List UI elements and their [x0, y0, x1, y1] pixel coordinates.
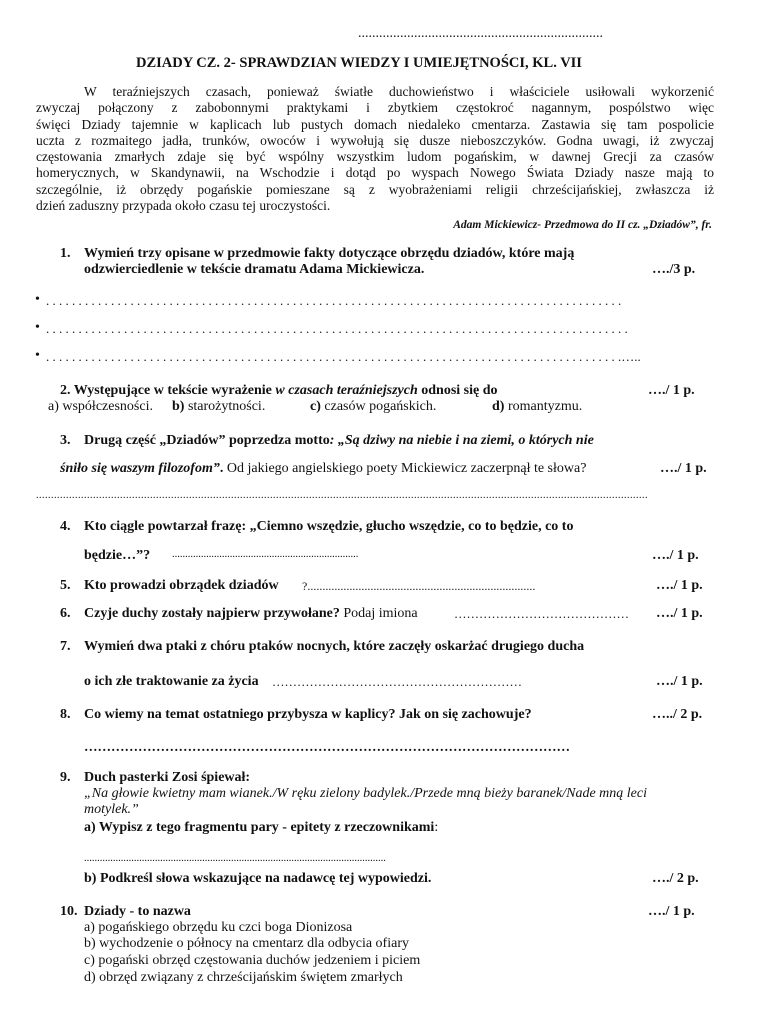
q8-text: Co wiemy na temat ostatniego przybysza w kaplicy? Jak on się zachowuje? — [84, 707, 532, 722]
q3-motto: : „Są dziwy na niebie i na ziemi, o których nie — [329, 433, 594, 448]
intro-line: uczta z rozmaitego jadła, trunków, owoców i wywołują się dusze nieboszczyków. Godna uwagi, iż zwyczaj — [36, 132, 714, 148]
q6-points: …./ 1 p. — [656, 606, 703, 621]
q6-answer-line[interactable]: …………………………………… — [454, 607, 629, 621]
intro-line: W teraźniejszych czasach, ponieważ światłe duchowieństwo i właściciele usiłowali wykorzenić — [84, 84, 714, 99]
q3-answer-line[interactable]: ............................................................................................................................................................................................................ — [36, 490, 648, 501]
q6-instruction: Podaj imiona — [339, 606, 418, 621]
q1-answer-line-1[interactable]: . . . . . . . . . . . . . . . . . . . . . . . . . . . . . . . . . . . . . . . . . . . . . . . . . . . . . . . . . . . . . . . . . . . . . . . . . . . . . . . . . . . . . . . . . — [46, 293, 622, 308]
q7-number: 7. — [60, 639, 71, 654]
q2-option-d-label: d) — [492, 399, 505, 414]
q2-phrase: w czasach teraźniejszych — [275, 383, 418, 398]
q2-line — [60, 383, 498, 399]
q2-option-c[interactable] — [310, 399, 436, 415]
q5-answer-line[interactable]: ?............................................................................ — [302, 579, 536, 593]
intro-line: szczególnie, iż obrzędy pogańskie pomieszane są z wyobrażeniami religii chrześcijańskiej, zwłaszcza iż — [36, 181, 714, 197]
intro-line: częstowania zmarłych zdaje się być wspólny wszystkim ludom pogańskim, w dawnej Grecji za czasów — [36, 149, 714, 165]
q2-option-c-label: c) — [310, 399, 321, 414]
q1-answer-line-2[interactable]: . . . . . . . . . . . . . . . . . . . . . . . . . . . . . . . . . . . . . . . . . . . . . . . . . . . . . . . . . . . . . . . . . . . . . . . . . . . . . . . . . . . . . . . . . . — [46, 321, 628, 336]
q2-option-b-text: starożytności. — [184, 399, 266, 414]
q9-quote-line2: motylek.” — [84, 802, 139, 817]
q10-option-b[interactable]: b) wychodzenie o północy na cmentarz dla odbycia ofiary — [84, 936, 409, 951]
q9-part-a — [84, 820, 438, 836]
q2-option-b[interactable] — [172, 399, 265, 415]
q4-number: 4. — [60, 519, 71, 534]
q10-text: Dziady - to nazwa — [84, 904, 191, 919]
q8-points: …../ 2 p. — [652, 707, 703, 722]
intro-line: homerycznych, w Skandynawii, na Wschodzie i dotąd po wyspach Nowego Świata Dziady nasze mają to — [36, 165, 714, 181]
q10-number: 10. — [60, 904, 78, 919]
q2-option-d[interactable] — [492, 399, 582, 415]
q3-points: …./ 1 p. — [660, 461, 707, 476]
q9-answer-line[interactable]: ................................................................................................................... — [84, 853, 386, 864]
q9-text: Duch pasterki Zosi śpiewał: — [84, 770, 251, 785]
q4-answer-line[interactable]: ....................................................................... — [172, 549, 359, 560]
q10-option-c[interactable]: c) pogański obrzęd częstowania duchów jedzeniem i piciem — [84, 953, 421, 968]
q6-number: 6. — [60, 606, 71, 621]
q7-text-line1: Wymień dwa ptaki z chóru ptaków nocnych, które zaczęły oskarżać drugiego ducha — [84, 639, 585, 654]
q4-points: …./ 1 p. — [652, 548, 699, 563]
q4-text-line1: Kto ciągle powtarzał frazę: „Ciemno wszędzie, głucho wszędzie, co to będzie, co to — [84, 519, 574, 534]
q3-text: Drugą część „Dziadów” poprzedza motto — [84, 433, 330, 448]
q5-points: …./ 1 p. — [656, 578, 703, 593]
q2-option-b-label: b) — [172, 399, 185, 414]
bullet-icon: • — [35, 292, 40, 307]
q9-number: 9. — [60, 770, 71, 785]
q6-question: Czyje duchy zostały najpierw przywołane? — [84, 606, 340, 621]
q1-answer-line-3[interactable]: . . . . . . . . . . . . . . . . . . . . . . . . . . . . . . . . . . . . . . . . . . . . . . . . . . . . . . . . . . . . . . . . . . . . . . . . . . . . . . . . . . . . . . . . .….. — [46, 349, 641, 364]
q9-part-a-colon: : — [434, 820, 439, 835]
q8-answer-line[interactable]: ……………………………………………………………………………………………… — [84, 739, 570, 754]
q3-text-line1 — [84, 433, 594, 449]
q3-motto-end: śniło się waszym filozofom” — [60, 461, 220, 476]
q2-text-end: odnosi się do — [417, 383, 498, 398]
q10-option-d[interactable]: d) obrzęd związany z chrześcijańskim świętem zmarłych — [84, 970, 403, 985]
q10-option-a[interactable]: a) pogańskiego obrzędu ku czci boga Dionizosa — [84, 920, 353, 935]
q9-quote-line1: „Na głowie kwietny mam wianek./W ręku zielony badylek./Przede mną bieży baranek/Nade mną leci — [84, 786, 647, 801]
q1-number: 1. — [60, 246, 71, 261]
q5-text: Kto prowadzi obrządek dziadów — [84, 578, 279, 593]
q9-part-a-label: a) Wypisz z tego fragmentu pary - epitety z rzeczownikami — [84, 820, 435, 835]
q9-part-b: b) Podkreśl słowa wskazujące na nadawcę tej wypowiedzi. — [84, 871, 432, 886]
q1-text-line1: Wymień trzy opisane w przedmowie fakty dotyczące obrzędu dziadów, które mają — [84, 246, 575, 261]
q2-option-c-text: czasów pogańskich. — [320, 399, 437, 414]
q7-text-line2: o ich złe traktowanie za życia — [84, 674, 259, 689]
page-title: DZIADY CZ. 2- SPRAWDZIAN WIEDZY I UMIEJĘTNOŚCI, KL. VII — [136, 55, 582, 71]
q3-text-line2 — [60, 461, 586, 477]
q3-number: 3. — [60, 433, 71, 448]
bullet-icon: • — [35, 320, 40, 335]
q1-text-line2: odzwierciedlenie w tekście dramatu Adama Mickiewicza. — [84, 262, 425, 277]
bullet-icon: • — [35, 348, 40, 363]
intro-line: dzień zaduszny przypada około czasu tej uroczystości. — [36, 198, 331, 214]
intro-paragraph — [36, 84, 714, 214]
q6-text — [84, 606, 418, 622]
intro-line: święci Dziady tajemnie w kaplicach lub pustych domach niedaleko cmentarza. Zastawia się tam pospolicie — [36, 116, 714, 132]
q10-points: …./ 1 p. — [648, 904, 695, 919]
intro-attribution: Adam Mickiewicz- Przedmowa do II cz. „Dziadów”, fr. — [453, 219, 712, 231]
intro-line: zwyczaj połączony z zabobonnymi praktykami i zbytkiem częstokroć nagannym, pospólstwo więc — [36, 100, 714, 116]
name-line: ...................................................................... — [358, 26, 603, 41]
q3-question: Od jakiego angielskiego poety Mickiewicz zaczerpnął te słowa? — [223, 461, 587, 476]
q2-option-a[interactable]: a) współczesności. — [48, 399, 153, 414]
q2-text: . Występujące w tekście wyrażenie — [67, 383, 276, 398]
q9-points: …./ 2 p. — [652, 871, 699, 886]
q8-number: 8. — [60, 707, 71, 722]
q7-answer-line[interactable]: …………………………………………………… — [272, 675, 522, 689]
q2-number: 2 — [60, 383, 67, 398]
q3-period: . — [219, 461, 224, 476]
q4-text-line2: będzie…”? — [84, 548, 151, 563]
q2-option-d-text: romantyzmu. — [504, 399, 583, 414]
q7-points: …./ 1 p. — [656, 674, 703, 689]
q1-points: …./3 p. — [652, 262, 696, 277]
q5-number: 5. — [60, 578, 71, 593]
q2-points: …./ 1 p. — [648, 383, 695, 398]
